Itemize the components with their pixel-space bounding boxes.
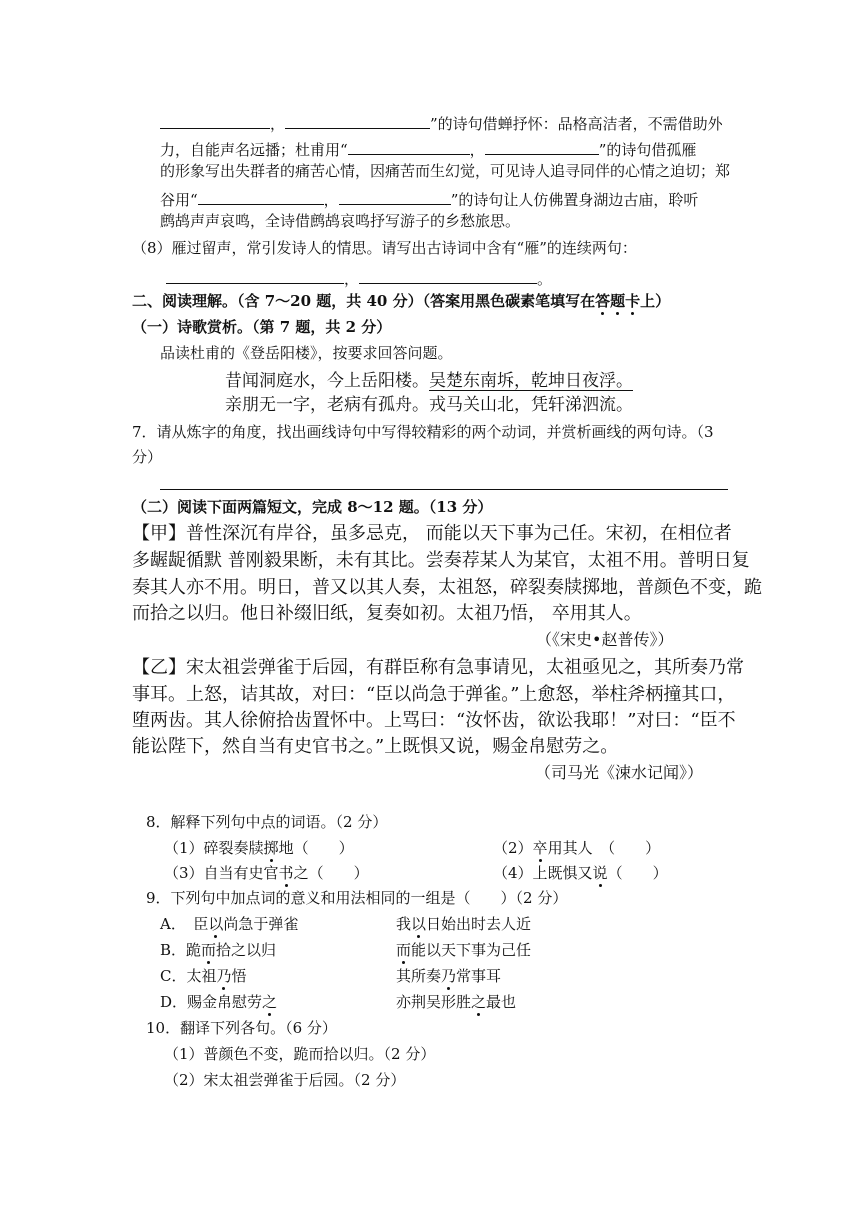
q6-line-3: 的形象写出失群者的痛苦心情，因痛苦而生幻觉，可见诗人追寻同伴的心情之迫切；郑 xyxy=(160,162,731,180)
underlined-verse: 吴楚东南坼，乾坤日夜浮。 xyxy=(429,371,633,391)
q9-option-c-left: C．太祖乃悟 xyxy=(160,967,247,985)
part-1-intro: 品读杜甫的《登岳阳楼》，按要求回答问题。 xyxy=(160,344,453,362)
q9-option-c-right: 其所奏乃常事耳 xyxy=(396,967,502,985)
q10-item-2: （2）宋太祖尝弹雀于后园。（2 分） xyxy=(164,1071,406,1089)
yi-line-1: 【乙】宋太祖尝弹雀于后园，有群臣称有急事请见，太祖亟见之，其所奏乃常 xyxy=(132,657,744,678)
yi-line-3: 堕两齿。其人徐俯拾齿置怀中。上骂曰：“汝怀齿，欲讼我耶！”对曰：“臣不 xyxy=(132,710,736,731)
answer-blank[interactable] xyxy=(198,189,324,205)
yi-source: （司马光《涑水记闻》） xyxy=(535,763,704,782)
answer-blank[interactable] xyxy=(339,189,451,205)
q-goose-answer-line: ， 。 xyxy=(166,268,552,287)
q9-option-b-right: 而能以天下事为己任 xyxy=(396,941,532,959)
part-2-title: （二）阅读下面两篇短文，完成 8～12 题。（13 分） xyxy=(132,498,493,516)
q9-option-a-right: 我以日始出时去人近 xyxy=(396,915,532,933)
q9-option-d-right: 亦荆吴形胜之最也 xyxy=(396,993,517,1011)
yi-line-2: 事耳。上怒，诘其故，对曰：“臣以尚急于弹雀。”上愈怒，举柱斧柄撞其口， xyxy=(132,684,736,705)
q8-item-1: （1）碎裂奏牍掷地（ ） xyxy=(164,839,354,857)
yi-line-4: 能讼陛下，然自当有史官书之。”上既惧又说，赐金帛慰劳之。 xyxy=(132,736,619,757)
q7-line-1: 7．请从炼字的角度，找出画线诗句中写得较精彩的两个动词，并赏析画线的两句诗。（3 xyxy=(132,423,714,441)
q6-line-2: 力，自能声名远播；杜甫用“ ， ”的诗句借孤雁 xyxy=(160,141,697,159)
answer-blank[interactable] xyxy=(160,113,270,129)
answer-blank[interactable] xyxy=(166,268,344,284)
q9-option-d-left: D．赐金帛慰劳之 xyxy=(160,993,278,1011)
jia-line-3: 奏其人亦不用。明日，普又以其人奏，太祖怒，碎裂奏牍掷地，普颜色不变，跪 xyxy=(132,577,762,598)
q9-title: 9．下列句中加点词的意义和用法相同的一组是（ ）（2 分） xyxy=(146,889,568,907)
q8-item-2: （2）卒用其人 （ ） xyxy=(493,839,661,857)
answer-blank[interactable] xyxy=(348,139,470,155)
poem-line-2: 亲朋无一字，老病有孤舟。戎马关山北，凭轩涕泗流。 xyxy=(225,395,633,415)
q8-title: 8．解释下列句中点的词语。（2 分） xyxy=(146,813,388,831)
q9-option-b-left: B．跪而拾之以归 xyxy=(160,941,277,959)
q6-line-4: 谷用“ ， ”的诗句让人仿佛置身湖边古庙，聆听 xyxy=(160,191,699,209)
q9-option-a-left: A． 臣以尚急于弹雀 xyxy=(160,915,299,933)
answer-blank[interactable] xyxy=(485,139,599,155)
jia-line-4: 而拾之以归。他日补缀旧纸，复奏如初。太祖乃悟， 卒用其人。 xyxy=(132,603,642,624)
poem-line-1: 昔闻洞庭水，今上岳阳楼。吴楚东南坼，乾坤日夜浮。 xyxy=(225,371,633,391)
part-1-title: （一）诗歌赏析。（第 7 题，共 2 分） xyxy=(132,318,392,336)
q8-item-4: （4）上既惧又说（ ） xyxy=(493,864,668,882)
jia-line-1: 【甲】普性深沉有岸谷，虽多忌克， 而能以天下事为己任。宋初，在相位者 xyxy=(132,523,732,544)
jia-source: （《宋史•赵普传》） xyxy=(536,630,674,649)
q8-item-3: （3）自当有史官书之（ ） xyxy=(164,864,369,882)
q10-title: 10．翻译下列各句。（6 分） xyxy=(146,1019,337,1037)
q6-line-1: ， ”的诗句借蝉抒怀：品格高洁者，不需借助外 xyxy=(160,113,723,132)
answer-rule[interactable] xyxy=(160,489,728,490)
q-goose-prompt: （8）雁过留声，常引发诗人的情思。请写出古诗词中含有“雁”的连续两句： xyxy=(132,239,637,257)
jia-line-2: 多龌龊循默 普刚毅果断，未有其比。尝奏荐某人为某官，太祖不用。普明日复 xyxy=(132,550,750,571)
q10-item-1: （1）普颜色不变，跪而拾以归。（2 分） xyxy=(164,1045,436,1063)
answer-blank[interactable] xyxy=(285,113,430,129)
q7-line-2: 分） xyxy=(132,448,163,466)
answer-blank[interactable] xyxy=(359,268,537,284)
q6-line-5: 鹧鸪声声哀鸣，全诗借鹧鸪哀鸣抒写游子的乡愁旅思。 xyxy=(160,212,521,230)
section-2-title: 二、阅读理解。（含 7～20 题，共 40 分）（答案用黑色碳素笔填写在答题卡上） xyxy=(132,292,671,310)
